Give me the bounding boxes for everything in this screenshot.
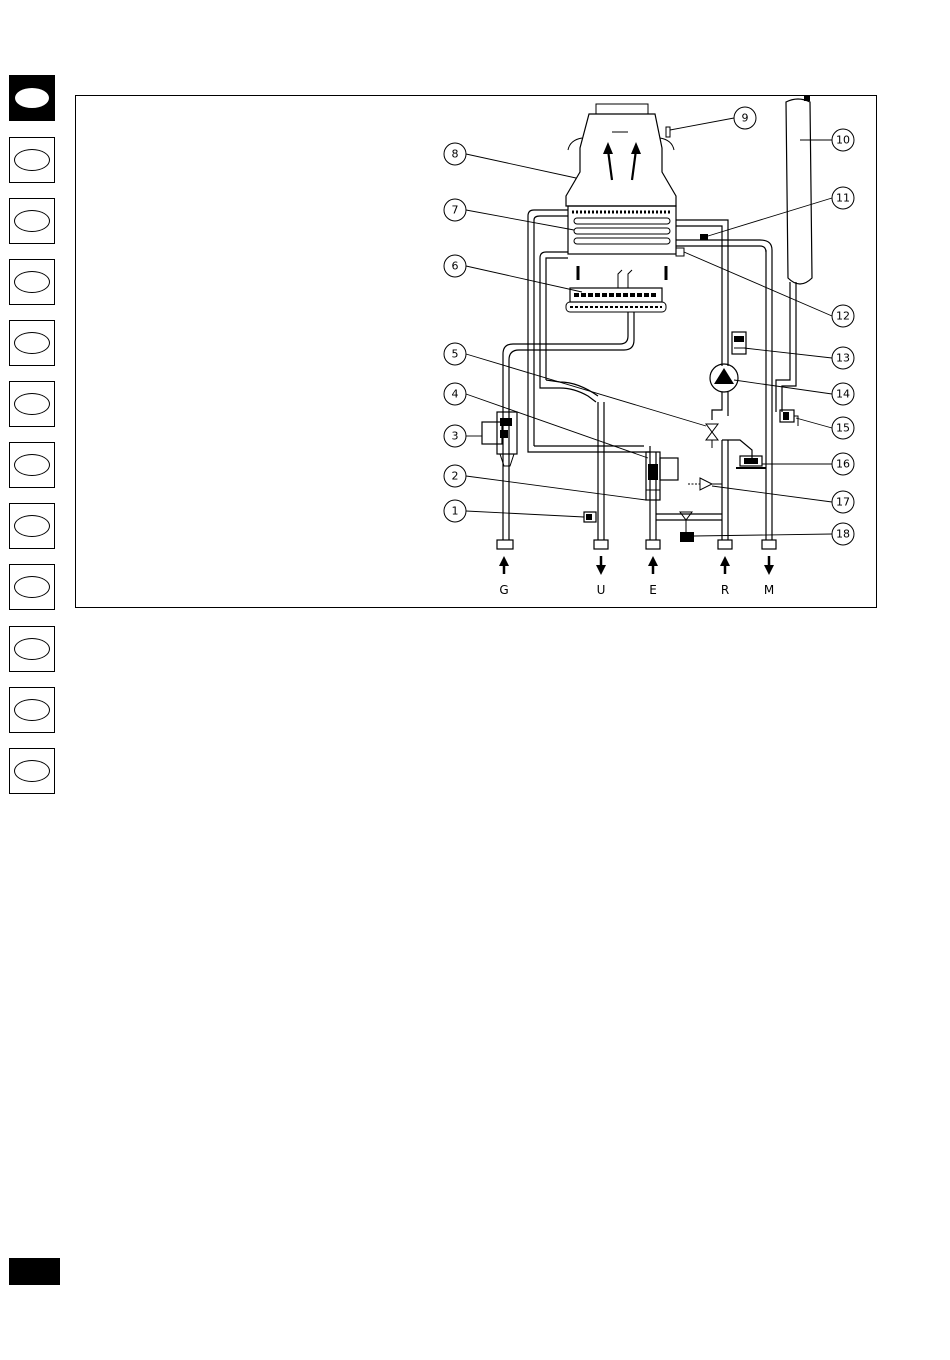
page-marker-block bbox=[9, 1258, 60, 1285]
bypass-valve bbox=[706, 424, 718, 448]
circulation-pump bbox=[710, 364, 738, 392]
flue-hood bbox=[566, 104, 676, 206]
callout-5 bbox=[444, 343, 466, 365]
filling-valve bbox=[680, 512, 694, 542]
callout-1 bbox=[444, 500, 466, 522]
heat-exchanger bbox=[568, 206, 676, 254]
callout-number: 13 bbox=[836, 351, 850, 365]
outlet-arrow-icon bbox=[596, 556, 606, 575]
callout-13 bbox=[832, 347, 854, 369]
callout-15 bbox=[832, 417, 854, 439]
port-label-heating-flow: M bbox=[763, 583, 775, 597]
flue-gas-arrow-icon bbox=[603, 142, 641, 180]
callout-6 bbox=[444, 255, 466, 277]
temperature-sensor-icon bbox=[700, 234, 708, 240]
callout-number: 18 bbox=[836, 527, 850, 541]
callout-number: 8 bbox=[451, 147, 459, 161]
drain-valve bbox=[780, 410, 798, 426]
callout-number: 12 bbox=[836, 309, 850, 323]
callout-10 bbox=[832, 129, 854, 151]
callout-3 bbox=[444, 425, 466, 447]
callout-number: 15 bbox=[836, 421, 850, 435]
port-connectors bbox=[497, 540, 776, 549]
callout-2 bbox=[444, 465, 466, 487]
callout-17 bbox=[832, 491, 854, 513]
port-label-heating-return: R bbox=[720, 583, 730, 597]
callout-number: 1 bbox=[451, 504, 459, 518]
callout-number: 11 bbox=[836, 191, 850, 205]
port-label-cold-inlet: E bbox=[649, 583, 657, 597]
callout-number: 2 bbox=[451, 469, 459, 483]
expansion-vessel bbox=[786, 95, 812, 284]
outlet-arrow-icon bbox=[764, 556, 774, 575]
burner bbox=[566, 266, 666, 312]
callout-number: 10 bbox=[836, 133, 850, 147]
callout-number: 17 bbox=[836, 495, 850, 509]
callout-number: 14 bbox=[836, 387, 850, 401]
gas-valve bbox=[482, 412, 517, 466]
callout-number: 4 bbox=[451, 387, 459, 401]
safety-valve bbox=[688, 478, 722, 490]
overheat-thermostat-icon bbox=[676, 248, 684, 256]
callout-number: 16 bbox=[836, 457, 850, 471]
inlet-arrow-icon bbox=[720, 556, 730, 574]
callout-14 bbox=[832, 383, 854, 405]
callout-12 bbox=[832, 305, 854, 327]
callout-8 bbox=[444, 143, 466, 165]
callout-number: 3 bbox=[451, 429, 459, 443]
callout-7 bbox=[444, 199, 466, 221]
flue-sensor-icon bbox=[666, 127, 670, 137]
port-label-gas: G bbox=[499, 583, 509, 597]
gas-cock bbox=[584, 512, 596, 522]
callout-number: 6 bbox=[451, 259, 459, 273]
callout-number: 9 bbox=[741, 111, 749, 125]
callout-9 bbox=[734, 107, 756, 129]
air-vent bbox=[732, 332, 746, 354]
port-label-dhw-outlet: U bbox=[596, 583, 606, 597]
callout-number: 7 bbox=[451, 203, 459, 217]
flow-switch bbox=[646, 452, 678, 500]
callout-18 bbox=[832, 523, 854, 545]
inlet-arrow-icon bbox=[648, 556, 658, 574]
callout-16 bbox=[832, 453, 854, 475]
callout-number: 5 bbox=[451, 347, 459, 361]
callout-4 bbox=[444, 383, 466, 405]
inlet-arrow-icon bbox=[499, 556, 509, 574]
callout-11 bbox=[832, 187, 854, 209]
